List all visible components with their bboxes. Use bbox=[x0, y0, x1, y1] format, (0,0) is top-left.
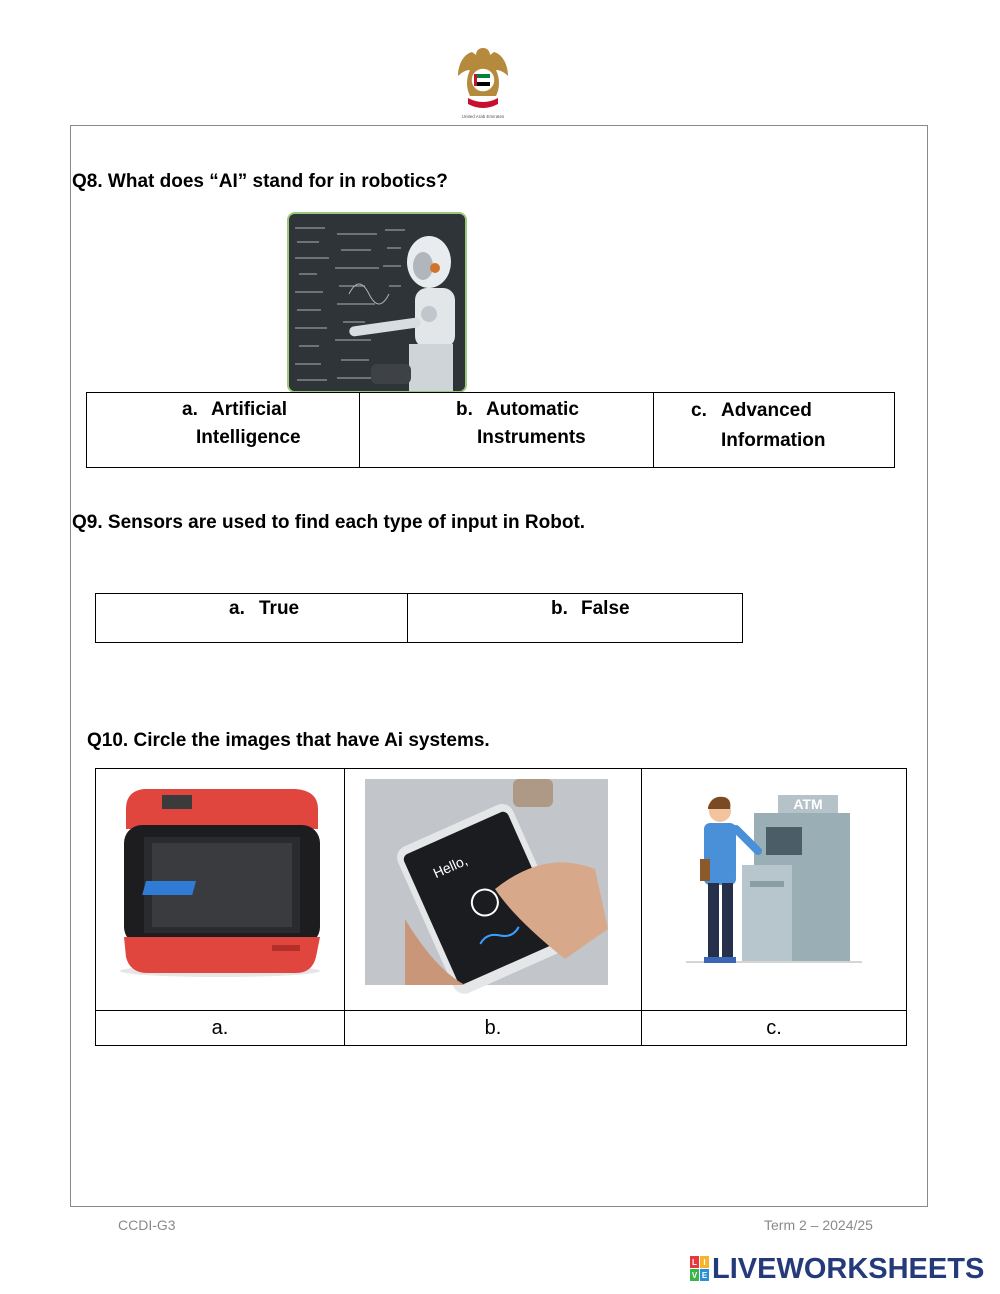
q8-option-b-line1: Automatic bbox=[486, 399, 579, 420]
svg-text:I: I bbox=[703, 1258, 706, 1267]
emblem-caption: United Arab Emirates bbox=[461, 114, 505, 119]
phone-hello-text: Hello, bbox=[430, 851, 470, 882]
q8-option-b-letter: b. bbox=[456, 399, 473, 420]
q10-caption-a: a. bbox=[96, 1011, 345, 1046]
q8-question: Q8. What does “AI” stand for in robotics? bbox=[72, 171, 448, 192]
q8-option-a-line2: Intelligence bbox=[196, 427, 301, 448]
q10-image-table bbox=[95, 768, 907, 1046]
q10-question: Q10. Circle the images that have Ai systems. bbox=[87, 730, 490, 751]
svg-text:E: E bbox=[701, 1271, 708, 1280]
q8-option-c-line2: Information bbox=[721, 430, 826, 451]
q8-option-b-line2: Instruments bbox=[477, 427, 586, 448]
uae-emblem-icon bbox=[454, 42, 512, 120]
svg-text:V: V bbox=[691, 1271, 698, 1280]
q9-option-b-text: False bbox=[581, 598, 630, 619]
q8-option-a[interactable] bbox=[87, 393, 360, 468]
q8-options-table bbox=[86, 392, 895, 468]
q9-question: Q9. Sensors are used to find each type of input in Robot. bbox=[72, 512, 586, 533]
q9-option-b-letter: b. bbox=[551, 598, 568, 619]
q10-image-cell-b[interactable] bbox=[345, 769, 642, 1011]
uae-emblem bbox=[454, 42, 512, 120]
liveworksheets-logo[interactable] bbox=[690, 1252, 984, 1286]
q9-option-a-letter: a. bbox=[229, 598, 245, 619]
footer-course-code: CCDI-G3 bbox=[118, 1217, 176, 1233]
q10-image-cell-a[interactable] bbox=[96, 769, 345, 1011]
q9-option-true[interactable] bbox=[96, 594, 408, 643]
q9-option-a-text: True bbox=[259, 598, 300, 619]
liveworksheets-blocks-icon bbox=[690, 1256, 710, 1282]
q8-option-a-line1: Artificial bbox=[211, 399, 288, 420]
q8-option-a-letter: a. bbox=[182, 399, 198, 420]
q10-caption-c: c. bbox=[642, 1011, 907, 1046]
3d-printer-image bbox=[96, 769, 344, 1005]
q8-option-c[interactable] bbox=[654, 393, 895, 468]
q10-image-cell-c[interactable] bbox=[642, 769, 907, 1011]
q8-option-c-line1: Advanced bbox=[721, 400, 812, 421]
robot-at-blackboard-image bbox=[287, 212, 467, 393]
svg-text:L: L bbox=[692, 1258, 697, 1267]
liveworksheets-wordmark: LIVEWORKSHEETS bbox=[712, 1252, 985, 1285]
smartphone-voice-assistant-image bbox=[345, 769, 641, 1005]
q9-option-false[interactable] bbox=[408, 594, 743, 643]
q8-option-b[interactable] bbox=[360, 393, 654, 468]
q9-options-table bbox=[95, 593, 743, 643]
q8-option-c-letter: c. bbox=[691, 400, 707, 421]
footer-term: Term 2 – 2024/25 bbox=[764, 1217, 873, 1233]
person-at-atm-image bbox=[642, 769, 906, 1005]
atm-label: ATM bbox=[793, 796, 823, 812]
q10-caption-b: b. bbox=[345, 1011, 642, 1046]
